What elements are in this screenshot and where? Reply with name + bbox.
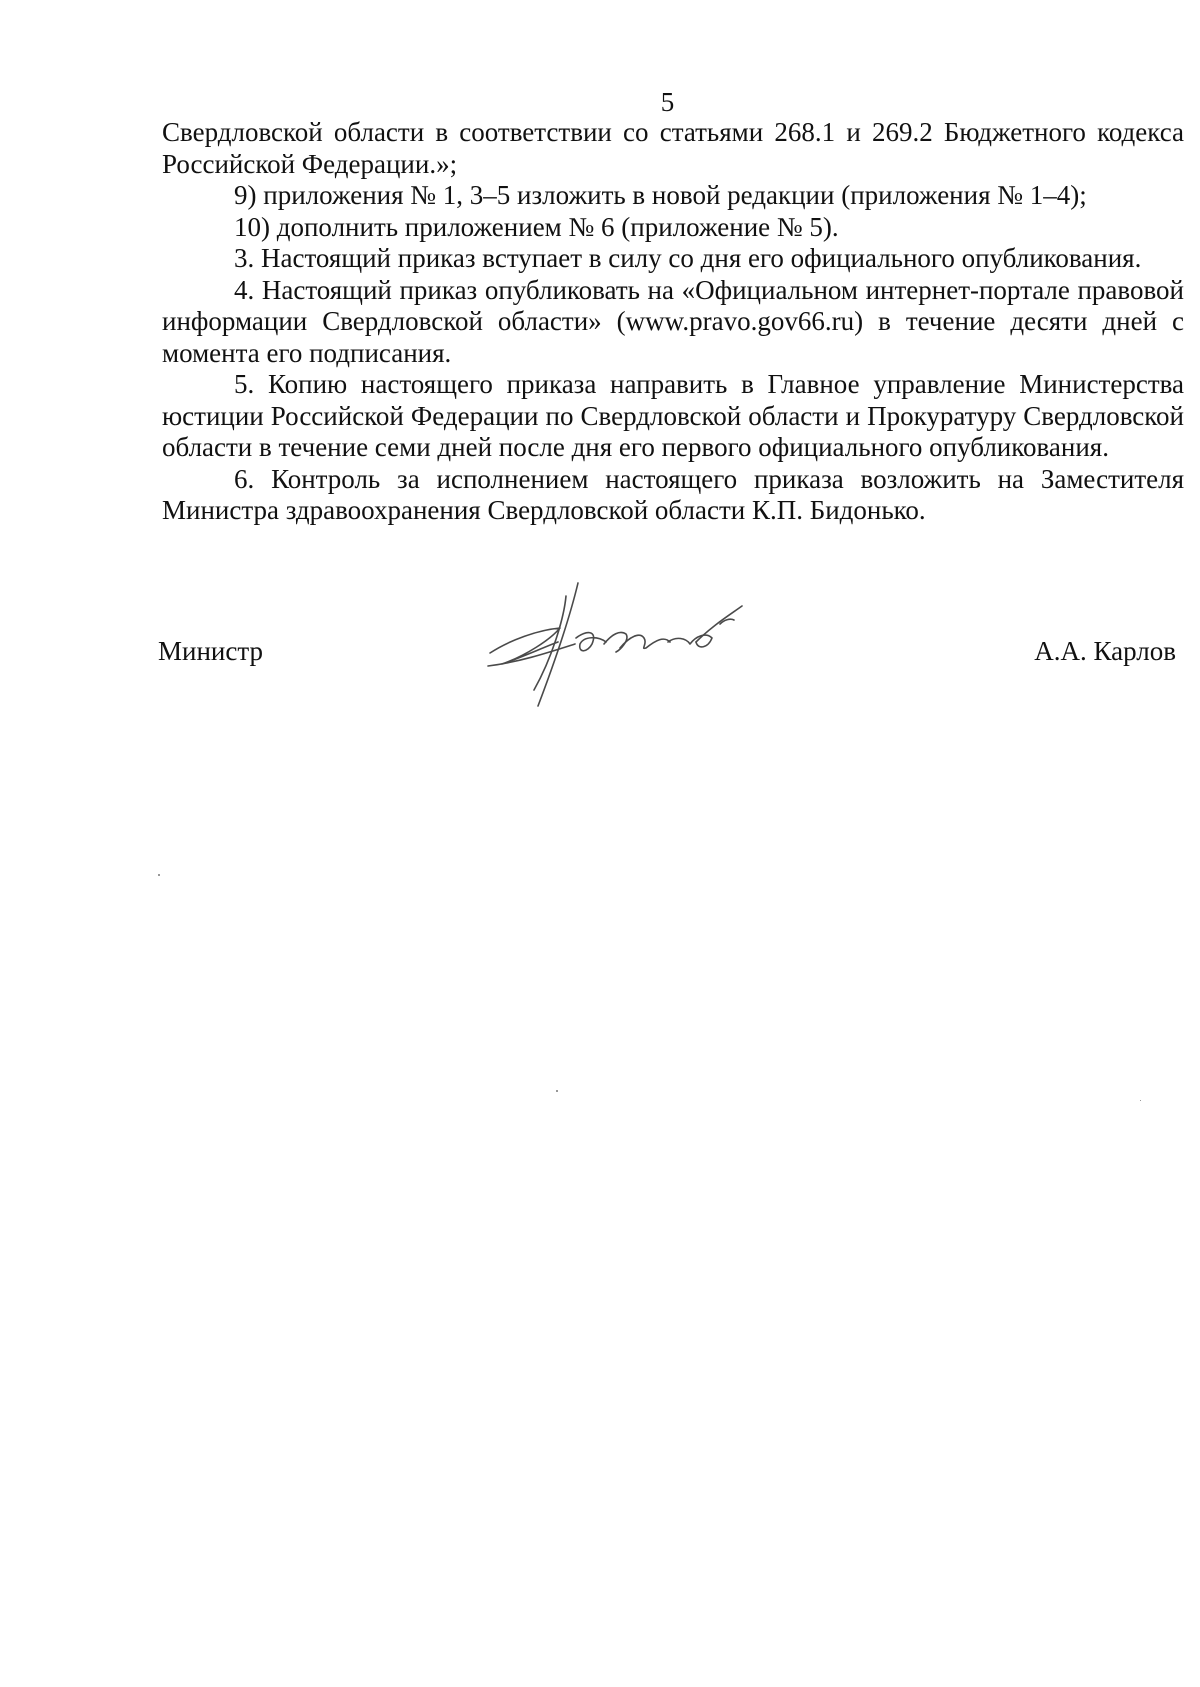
- handwritten-signature: [480, 578, 750, 708]
- paragraph-item-10: 10) дополнить приложением № 6 (приложение № 5).: [234, 211, 839, 242]
- paragraph-continuation: Свердловской области в соответствии со статьями 268.1 и 269.2 Бюджетного кодекса Российской Федерации.»;: [162, 117, 1184, 179]
- paragraph-item-9: 9) приложения № 1, 3–5 изложить в новой редакции (приложения № 1–4);: [234, 180, 1087, 210]
- paragraph-clause-4: 4. Настоящий приказ опубликовать на «Официальном интернет-портале правовой информации Свердловской области» (www.pravo.gov66.ru) в течение десяти дней с момента его подписания.: [162, 274, 1184, 368]
- signature-block: [158, 578, 1176, 708]
- scan-speck: [556, 1090, 558, 1092]
- paragraph-clause-3: 3. Настоящий приказ вступает в силу со дня его официального опубликования.: [234, 243, 1142, 273]
- signatory-role: Министр: [158, 636, 263, 666]
- scan-speck: [158, 874, 160, 876]
- paragraph-clause-5: 5. Копию настоящего приказа направить в Главное управление Министерства юстиции Российской Федерации по Свердловской области и Прокуратуру Свердловской области в течение семи дней после дня его первого официального опубликования.: [162, 369, 1184, 462]
- scan-speck: [1140, 1100, 1141, 1101]
- document-body: [162, 117, 1184, 527]
- page-number: 5: [660, 87, 675, 117]
- paragraph-clause-6: 6. Контроль за исполнением настоящего приказа возложить на Заместителя Министра здравоохранения Свердловской области К.П. Бидонько.: [162, 463, 1184, 525]
- signatory-name: А.А. Карлов: [1034, 636, 1176, 666]
